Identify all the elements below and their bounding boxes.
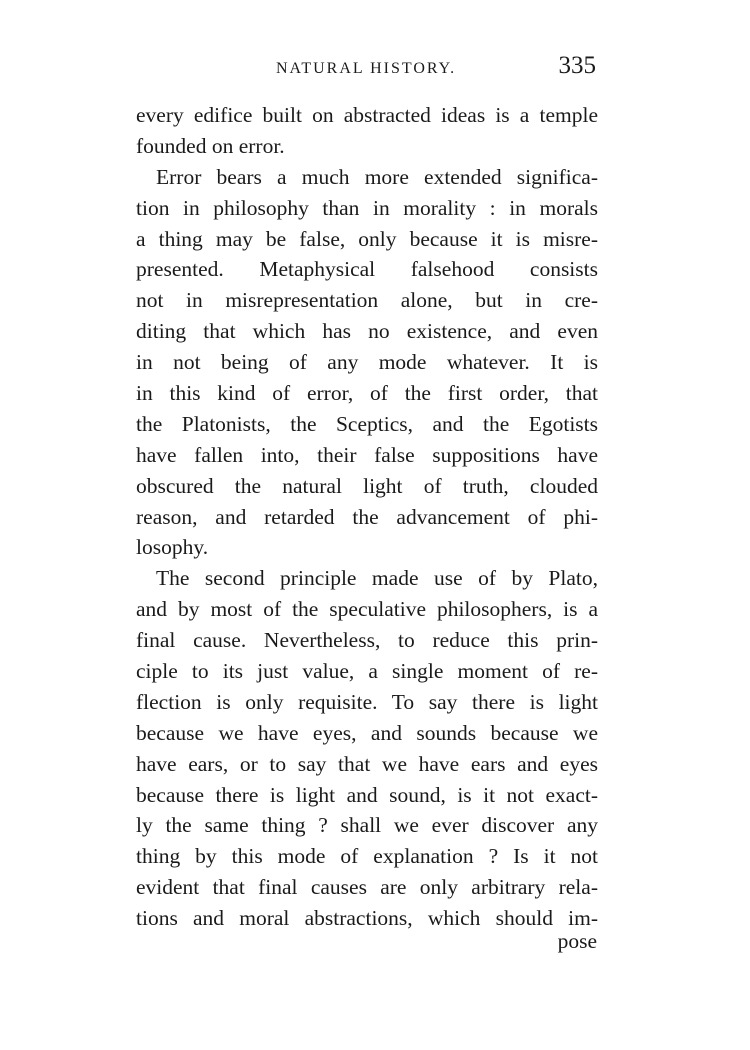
text-line: tion in philosophy than in morality : in morals	[136, 195, 598, 220]
text-line: in not being of any mode whatever. It is	[136, 350, 598, 375]
body-text	[136, 100, 598, 934]
text-line: a thing may be false, only because it is misre-	[136, 226, 598, 251]
running-title: NATURAL HISTORY.	[276, 60, 457, 77]
text-line: ly the same thing ? shall we ever discover any	[136, 813, 598, 838]
text-line: presented. Metaphysical falsehood consists	[136, 257, 598, 282]
catchword: pose	[557, 929, 597, 953]
running-head	[136, 52, 598, 92]
text-line: the Platonists, the Sceptics, and the Egotists	[136, 411, 598, 436]
text-line: final cause. Nevertheless, to reduce this prin-	[136, 628, 598, 653]
text-line: have ears, or to say that we have ears and eyes	[136, 751, 598, 776]
text-line: not in misrepresentation alone, but in cre-	[136, 288, 598, 313]
text-line: tions and moral abstractions, which should im-	[136, 906, 598, 931]
page-number: 335	[558, 52, 596, 79]
text-line: obscured the natural light of truth, clouded	[136, 473, 598, 498]
text-line: thing by this mode of explanation ? Is it not	[136, 844, 598, 869]
text-line: in this kind of error, of the first order, that	[136, 381, 598, 406]
text-line: flection is only requisite. To say there is light	[136, 689, 598, 714]
text-line: reason, and retarded the advancement of phi-	[136, 504, 598, 529]
text-line: because we have eyes, and sounds because we	[136, 720, 598, 745]
text-line: evident that final causes are only arbitrary rela-	[136, 875, 598, 900]
text-line: ciple to its just value, a single moment of re-	[136, 659, 598, 684]
text-line: and by most of the speculative philosophers, is a	[136, 597, 598, 622]
text-line: losophy.	[136, 535, 209, 560]
text-line: Error bears a much more extended significa-	[156, 164, 598, 189]
text-line: every edifice built on abstracted ideas is a temple	[136, 103, 598, 127]
text-line: The second principle made use of by Plato,	[156, 566, 598, 591]
text-line: diting that which has no existence, and even	[136, 319, 598, 344]
text-line: because there is light and sound, is it not exact-	[136, 782, 598, 807]
text-line: have fallen into, their false suppositions have	[136, 442, 598, 467]
text-line: founded on error.	[136, 133, 285, 158]
